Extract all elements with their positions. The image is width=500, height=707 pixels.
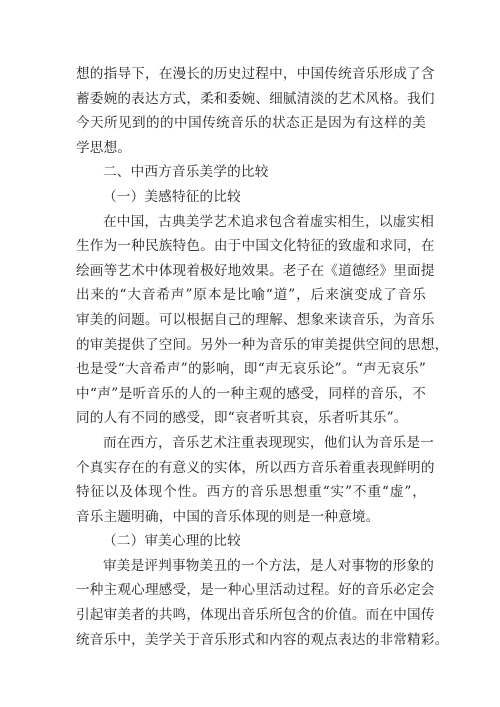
body-text-line: 生作为一种民族特色。由于中国文化特征的致虚和求同，在 [76, 238, 435, 255]
body-text-line: 审美的问题。可以根据自己的理解、想象来读音乐，为音乐 [76, 311, 435, 328]
body-text-line: 出来的“大音希声”原本是比喻“道”，后来演变成了音乐 [76, 287, 426, 304]
paragraph-last-line: 学思想。 [76, 139, 132, 156]
paragraph-first-line: 审美是评判事物美丑的一个方法，是人对事物的形象的 [103, 557, 435, 574]
body-text-line: 特征以及体现个性。西方的音乐思想重“实”不重“虚”， [76, 484, 426, 501]
subsection-heading: （一）美感特征的比较 [103, 188, 241, 205]
body-text-line: 也是受“大音希声”的影响，即“声无哀乐论”。“声无哀乐” [76, 361, 426, 378]
body-text-line: 统音乐中，美学关于音乐形式和内容的观点表达的非常精彩。 [76, 631, 449, 648]
body-text-line: 个真实存在的有意义的实体，所以西方音乐着重表现鲜明的 [76, 459, 435, 476]
subsection-heading: （二）审美心理的比较 [103, 533, 241, 550]
document-page [76, 62, 449, 652]
paragraph-first-line: 而在西方，音乐艺术注重表现现实，他们认为音乐是一 [103, 434, 435, 451]
body-text-line: 的审美提供了空间。另外一种为音乐的审美提供空间的思想， [76, 336, 449, 353]
body-text-line: 蓄委婉的表达方式，柔和委婉、细腻清淡的艺术风格。我们 [76, 90, 435, 107]
body-text-line: 绘画等艺术中体现着极好地效果。老子在《道德经》里面提 [76, 262, 435, 279]
body-text-line: 今天所见到的的中国传统音乐的状态正是因为有这样的美 [76, 115, 426, 132]
paragraph-first-line: 在中国，古典美学艺术追求包含着虚实相生，以虚实相 [103, 213, 435, 230]
paragraph-last-line: 音乐主题明确，中国的音乐体现的则是一种意境。 [76, 508, 380, 525]
body-text-line: 引起审美者的共鸣，体现出音乐所包含的价值。而在中国传 [76, 607, 435, 624]
body-text-line: 中“声”是听音乐的人的一种主观的感受，同样的音乐，不 [76, 385, 426, 402]
body-text-line: 一种主观心理感受，是一种心里活动过程。好的音乐必定会 [76, 582, 435, 599]
body-text-line: 想的指导下，在漫长的历史过程中，中国传统音乐形成了含 [76, 66, 435, 82]
section-heading: 二、中西方音乐美学的比较 [103, 164, 269, 181]
paragraph-last-line: 同的人有不同的感受，即“哀者听其哀，乐者听其乐”。 [76, 410, 408, 427]
